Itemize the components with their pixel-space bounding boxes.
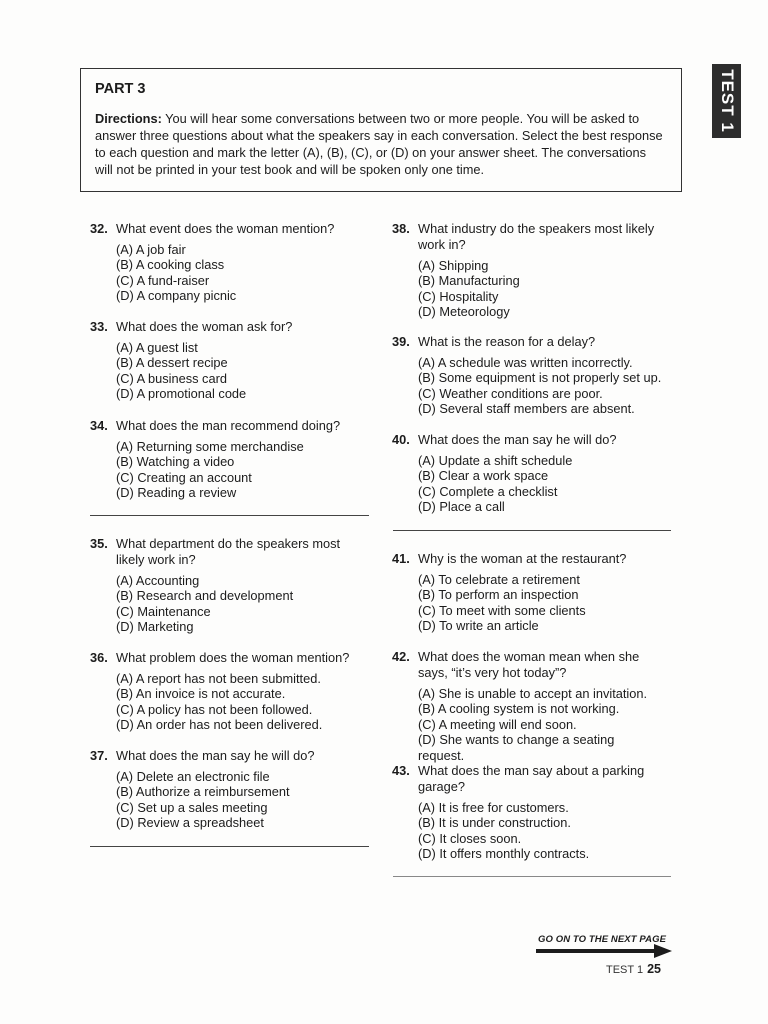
question-text: What does the woman ask for? [116, 319, 293, 334]
option-b: (B) A cooling system is not working. [418, 701, 620, 717]
question-number: 42. [392, 649, 410, 664]
option-c: (C) Creating an account [116, 469, 252, 485]
question-number: 43. [392, 763, 410, 778]
question-number: 33. [90, 319, 108, 334]
option-a: (A) A job fair [116, 242, 186, 257]
option-c: (C) A meeting will end soon. [418, 716, 577, 732]
option-b: (B) Some equipment is not properly set up. [418, 370, 662, 386]
question-33 [90, 319, 360, 402]
directions-text: You will hear some conversations between two or more people. You will be asked to answer three questions about what the speakers say in each conversation. Select the best response to each question and mark the letter (A), (B), (C), or (D) on your answer sheet. The conversations will not be printed in your test book and will be spoken only one time. [95, 111, 663, 177]
option-list [116, 242, 360, 304]
option-d: (D) A company picnic [116, 288, 237, 304]
question-43 [392, 763, 662, 862]
option-b: (B) Research and development [116, 588, 294, 604]
option-c: (C) A business card [116, 370, 227, 386]
option-d: (D) Review a spreadsheet [116, 815, 264, 831]
option-c: (C) A fund-raiser [116, 272, 210, 288]
option-list [418, 355, 662, 417]
question-34 [90, 418, 360, 501]
option-list [418, 258, 662, 320]
option-list [418, 453, 662, 515]
option-d: (D) Meteorology [418, 304, 510, 320]
option-c: (C) Set up a sales meeting [116, 799, 268, 815]
directions-box [80, 68, 682, 192]
option-d: (D) An order has not been delivered. [116, 717, 323, 733]
test-side-tab [712, 64, 741, 138]
directions-label: Directions: [95, 111, 162, 126]
option-d: (D) Reading a review [116, 485, 237, 501]
question-text: What does the man say he will do? [116, 748, 315, 763]
question-39 [392, 334, 662, 417]
page-footer [606, 962, 661, 976]
option-d: (D) Marketing [116, 619, 194, 635]
question-36 [90, 650, 360, 733]
option-a: (A) Update a shift schedule [418, 453, 573, 468]
option-b: (B) Watching a video [116, 454, 235, 470]
option-list [116, 439, 360, 501]
option-a: (A) Returning some merchandise [116, 439, 304, 454]
question-number: 34. [90, 418, 108, 433]
option-c: (C) Hospitality [418, 288, 499, 304]
option-a: (A) Delete an electronic file [116, 769, 270, 784]
option-list [116, 769, 360, 831]
option-list [418, 686, 662, 763]
question-number: 39. [392, 334, 410, 349]
question-text: Why is the woman at the restaurant? [418, 551, 627, 566]
option-a: (A) To celebrate a retirement [418, 572, 580, 587]
question-number: 38. [392, 221, 410, 236]
option-c: (C) To meet with some clients [418, 602, 586, 618]
option-d: (D) Several staff members are absent. [418, 401, 635, 417]
section-divider [393, 876, 671, 877]
question-number: 35. [90, 536, 108, 551]
option-a: (A) A schedule was written incorrectly. [418, 355, 633, 370]
question-text: What is the reason for a delay? [418, 334, 596, 349]
question-text: What does the woman mean when she says, “it’s very hot today”? [418, 649, 640, 680]
option-b: (B) An invoice is not accurate. [116, 686, 286, 702]
option-list [116, 340, 360, 402]
option-d: (D) It offers monthly contracts. [418, 846, 590, 862]
option-c: (C) It closes soon. [418, 830, 522, 846]
arrow-right-icon [536, 944, 674, 958]
question-text: What problem does the woman mention? [116, 650, 350, 665]
option-d: (D) A promotional code [116, 386, 247, 402]
option-c: (C) Maintenance [116, 603, 211, 619]
question-35 [90, 536, 360, 635]
option-b: (B) Clear a work space [418, 468, 549, 484]
option-c: (C) A policy has not been followed. [116, 701, 313, 717]
question-text: What event does the woman mention? [116, 221, 335, 236]
question-41 [392, 551, 662, 634]
option-c: (C) Complete a checklist [418, 483, 558, 499]
option-list [116, 573, 360, 635]
option-d: (D) Place a call [418, 499, 505, 515]
question-text: What does the man recommend doing? [116, 418, 341, 433]
section-divider [393, 530, 671, 531]
option-c: (C) Weather conditions are poor. [418, 385, 603, 401]
test-side-tab-label: TEST 1 [717, 69, 737, 133]
question-number: 32. [90, 221, 108, 236]
option-a: (A) It is free for customers. [418, 800, 569, 815]
question-42 [392, 649, 662, 763]
question-number: 40. [392, 432, 410, 447]
option-a: (A) Shipping [418, 258, 489, 273]
question-number: 41. [392, 551, 410, 566]
option-b: (B) A cooking class [116, 257, 225, 273]
question-32 [90, 221, 360, 304]
question-38 [392, 221, 662, 320]
option-b: (B) To perform an inspection [418, 587, 579, 603]
option-a: (A) She is unable to accept an invitation. [418, 686, 648, 701]
section-divider [90, 846, 369, 847]
question-number: 37. [90, 748, 108, 763]
option-b: (B) A dessert recipe [116, 355, 228, 371]
option-a: (A) A guest list [116, 340, 198, 355]
question-text: What does the man say he will do? [418, 432, 617, 447]
question-text: What department do the speakers most likely work in? [116, 536, 341, 567]
question-text: What industry do the speakers most likely work in? [418, 221, 655, 252]
option-list [116, 671, 360, 733]
section-divider [90, 515, 369, 516]
option-b: (B) It is under construction. [418, 815, 571, 831]
footer-test-label: TEST 1 [606, 964, 644, 976]
next-page-label: GO ON TO THE NEXT PAGE [538, 934, 667, 945]
question-40 [392, 432, 662, 515]
option-b: (B) Authorize a reimbursement [116, 784, 290, 800]
question-number: 36. [90, 650, 108, 665]
option-a: (A) A report has not been submitted. [116, 671, 321, 686]
page-number: 25 [647, 962, 661, 976]
part-title: PART 3 [95, 81, 146, 97]
question-37 [90, 748, 360, 831]
option-a: (A) Accounting [116, 573, 200, 588]
option-list [418, 572, 662, 634]
option-d: (D) To write an article [418, 618, 539, 634]
option-list [418, 800, 662, 862]
option-d: (D) She wants to change a seating request. [418, 732, 615, 763]
question-text: What does the man say about a parking garage? [418, 763, 645, 794]
option-b: (B) Manufacturing [418, 273, 520, 289]
directions-paragraph [95, 110, 667, 178]
